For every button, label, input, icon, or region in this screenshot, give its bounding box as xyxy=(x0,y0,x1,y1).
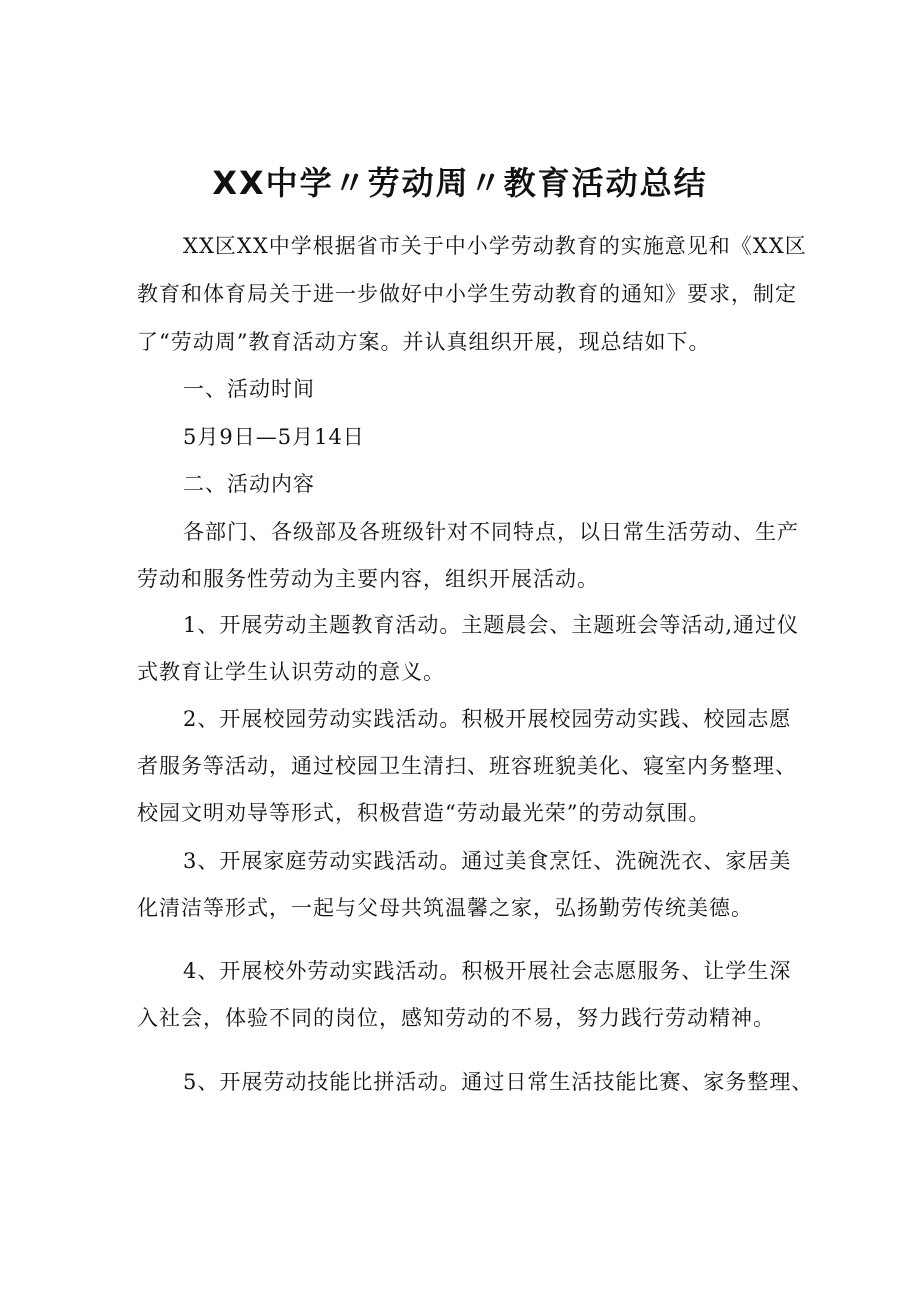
item2-line-1: 2、开展校园劳动实践活动。积极开展校园劳动实践、校园志愿 xyxy=(183,707,792,731)
item4-line-2: 入社会，体验不同的岗位，感知劳动的不易，努力践行劳动精神。 xyxy=(137,1006,775,1030)
section2-intro-line-1: 各部门、各级部及各班级针对不同特点，以日常生活劳动、生产 xyxy=(183,520,799,544)
document-title: XX中学〃劳动周〃教育活动总结 xyxy=(212,164,708,202)
item2-line-2: 者服务等活动，通过校园卫生清扫、班容班貌美化、寝室内务整理、 xyxy=(137,754,797,778)
section1-heading: 一、活动时间 xyxy=(183,377,315,401)
item5-line-1: 5、开展劳动技能比拼活动。通过日常生活技能比赛、家务整理、 xyxy=(183,1070,814,1094)
section1-body: 5月9日—5月14日 xyxy=(183,425,365,449)
item1-line-2: 式教育让学生认识劳动的意义。 xyxy=(137,660,445,684)
item3-line-1: 3、开展家庭劳动实践活动。通过美食烹饪、洗碗洗衣、家居美 xyxy=(183,849,792,873)
section2-heading: 二、活动内容 xyxy=(183,472,315,496)
section2-intro-line-2: 劳动和服务性劳动为主要内容，组织开展活动。 xyxy=(137,567,599,591)
item1-line-1: 1、开展劳动主题教育活动。主题晨会、主题班会等活动,通过仪 xyxy=(183,613,800,637)
item4-line-1: 4、开展校外劳动实践活动。积极开展社会志愿服务、让学生深 xyxy=(183,959,792,983)
item2-line-3: 校园文明劝导等形式，积极营造“劳动最光荣”的劳动氛围。 xyxy=(137,801,711,825)
item3-line-2: 化清洁等形式，一起与父母共筑温馨之家，弘扬勤劳传统美德。 xyxy=(137,896,753,920)
intro-line-3: 了“劳动周”教育活动方案。并认真组织开展，现总结如下。 xyxy=(137,330,711,354)
intro-line-2: 教育和体育局关于进一步做好中小学生劳动教育的通知》要求，制定 xyxy=(137,282,797,306)
intro-line-1: XX区XX中学根据省市关于中小学劳动教育的实施意见和《XX区 xyxy=(183,234,807,258)
